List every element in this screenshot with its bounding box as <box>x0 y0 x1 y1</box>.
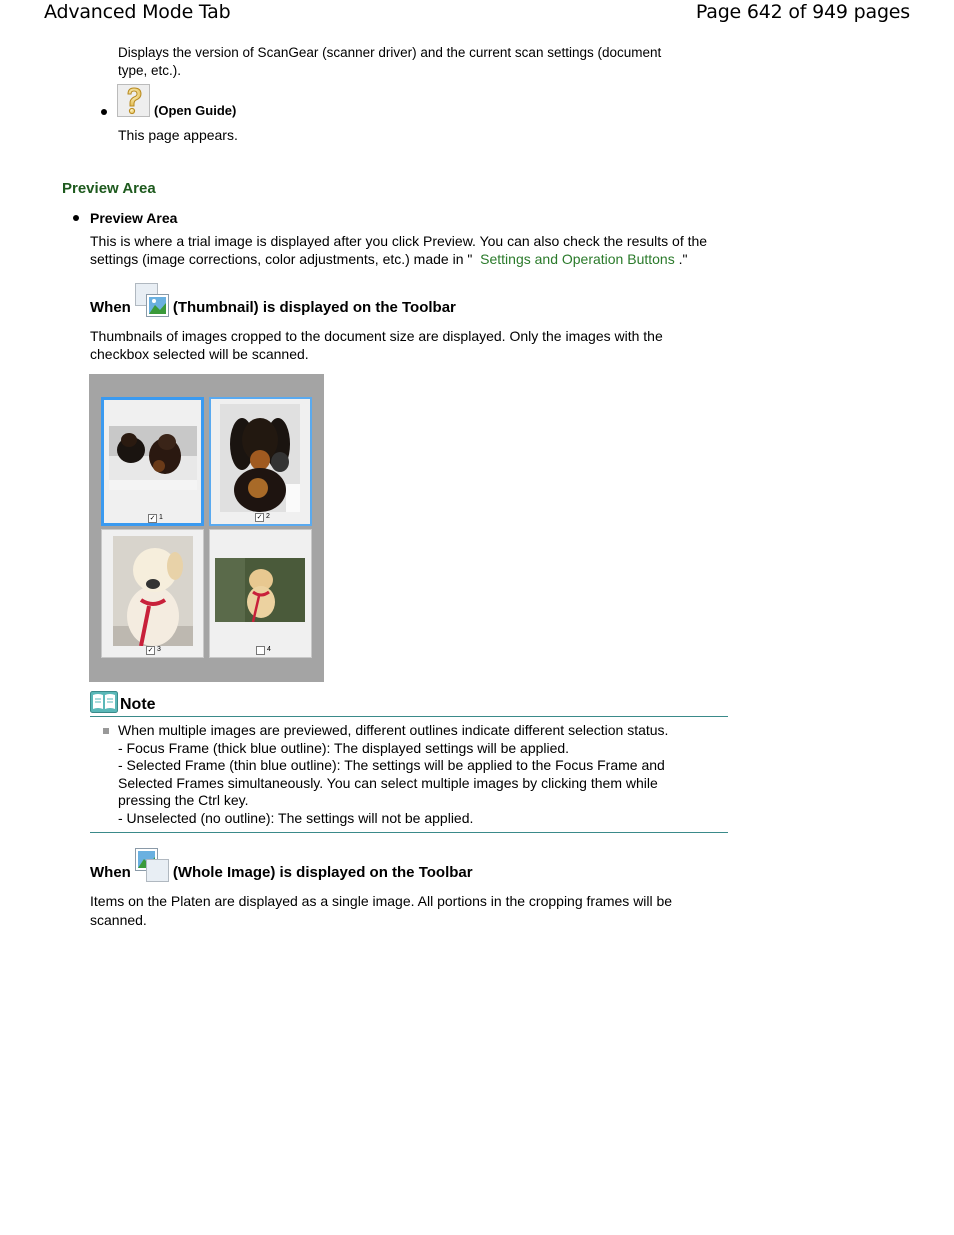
settings-operation-link[interactable]: Settings and Operation Buttons <box>480 250 675 267</box>
dog-photo-image <box>109 426 197 490</box>
thumbnail-3[interactable]: ✓ 3 <box>101 529 204 658</box>
section-heading-preview-area: Preview Area <box>62 180 156 197</box>
note-text: When multiple images are previewed, different outlines indicate different selection status. - Focus Frame (thick blue outline): The displayed settings will be applied. - Selected Frame (thin blue outline): The settings will be applied to the Focus Frame and Selected Frames simultaneously. You can select multiple images by clicking them while pressing the Ctrl key. - Unselected (no outline): The settings will not be applied. <box>118 722 669 826</box>
thumbnail-icon <box>135 283 169 317</box>
book-icon <box>90 691 118 713</box>
whole-image-heading: When (Whole Image) is displayed on the Toolbar <box>90 848 473 882</box>
question-mark-icon[interactable] <box>117 84 150 117</box>
thumbnail-checkbox[interactable]: ✓ <box>147 647 154 654</box>
note-divider <box>90 716 728 717</box>
page-title: Advanced Mode Tab <box>44 1 231 23</box>
thumbnail-heading: When (Thumbnail) is displayed on the Toolbar <box>90 283 456 317</box>
square-bullet <box>103 728 109 734</box>
open-guide-desc: This page appears. <box>118 127 238 143</box>
dog-photo-image <box>113 536 193 646</box>
whole-image-desc: Items on the Platen are displayed as a single image. All portions in the cropping frames will be scanned. <box>90 893 673 928</box>
thumbnail-4[interactable]: 4 <box>209 529 312 658</box>
dog-photo-image <box>215 558 305 622</box>
thumbnail-checkbox[interactable]: ✓ <box>149 515 156 522</box>
thumbnail-1[interactable]: ✓ 1 <box>101 397 204 526</box>
preview-area-desc: This is where a trial image is displayed after you click Preview. You can also check the results of the settings (image corrections, color adjustments, etc.) made in " Settings and Operation Buttons ." <box>90 233 708 267</box>
preview-area-label: Preview Area <box>90 210 178 226</box>
note-divider <box>90 832 728 833</box>
page-counter: Page 642 of 949 pages <box>695 1 910 23</box>
dog-photo-image <box>220 404 300 512</box>
bullet <box>73 215 79 221</box>
whole-image-icon <box>135 848 169 882</box>
open-guide-label: (Open Guide) <box>154 103 237 118</box>
thumbnail-checkbox[interactable] <box>256 646 265 655</box>
preview-thumbnails-panel <box>89 374 324 682</box>
thumbnail-2[interactable]: ✓ 2 <box>209 397 312 526</box>
bullet <box>101 109 107 115</box>
thumbnail-checkbox[interactable]: ✓ <box>256 514 263 521</box>
intro-text: Displays the version of ScanGear (scanner driver) and the current scan settings (document type, etc.). <box>118 45 662 78</box>
thumbnail-desc: Thumbnails of images cropped to the document size are displayed. Only the images with the checkbox selected will be scanned. <box>90 328 663 362</box>
note-title: Note <box>120 696 156 713</box>
